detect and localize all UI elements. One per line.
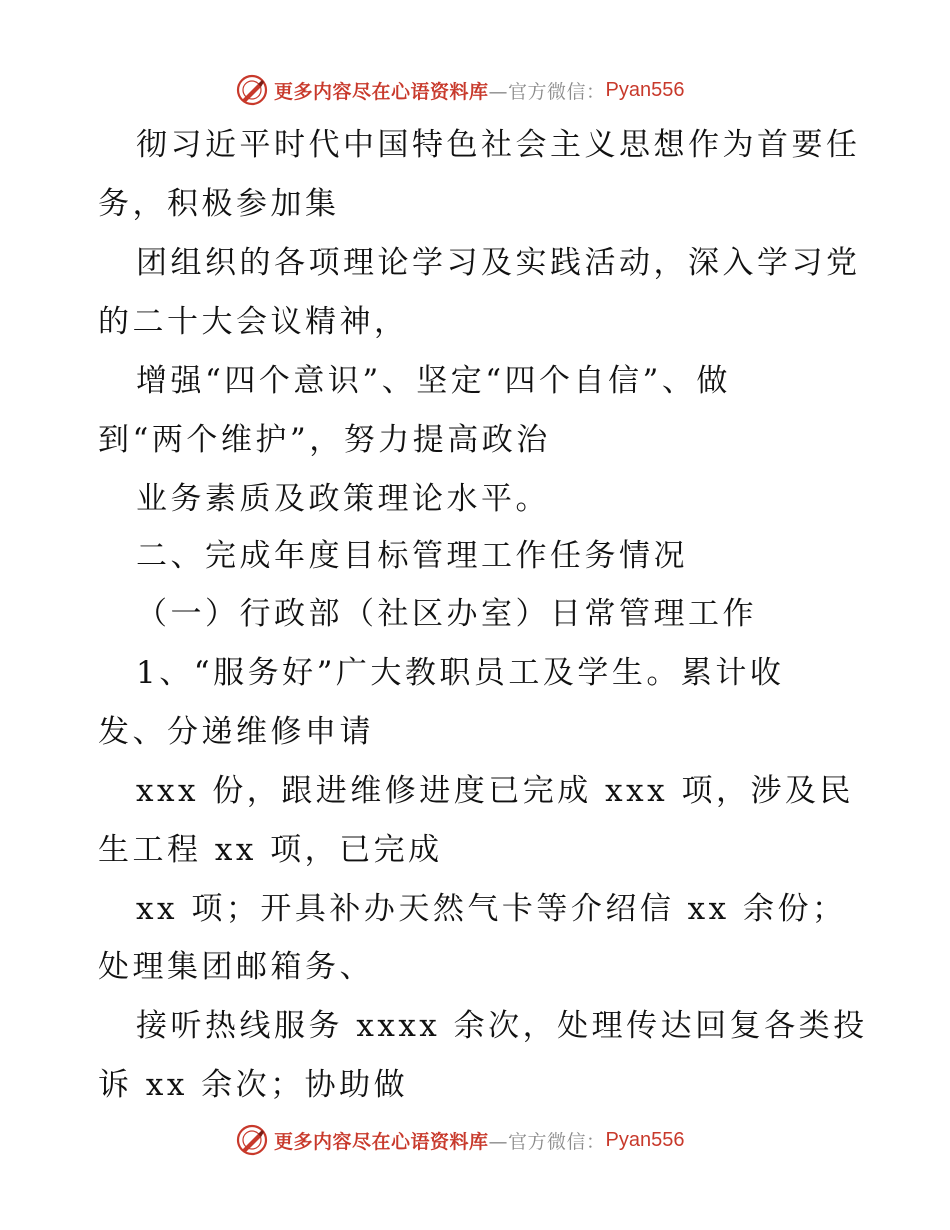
body-line: 到“两个维护”，努力提高政治 <box>98 422 551 458</box>
pen-logo-icon <box>236 1124 268 1156</box>
watermark-site-name: 更多内容尽在心语资料库 <box>274 1130 489 1153</box>
body-line: 处理集团邮箱务、 <box>98 949 374 985</box>
watermark-wechat-id: Pyan556 <box>605 1128 685 1151</box>
header-watermark-banner <box>236 73 685 107</box>
watermark-wechat-label: —官方微信： <box>488 80 606 103</box>
body-line: 诉 xx 余次；协助做 <box>98 1067 409 1103</box>
body-line: xxx 份，跟进维修进度已完成 xxx 项，涉及民 <box>136 773 854 809</box>
watermark-wechat-id: Pyan556 <box>605 78 685 101</box>
body-line: 团组织的各项理论学习及实践活动，深入学习党 <box>136 245 861 281</box>
body-line: 接听热线服务 xxxx 余次，处理传达回复各类投 <box>136 1008 868 1044</box>
body-line: 发、分递维修申请 <box>98 714 374 750</box>
body-line: 务，积极参加集 <box>98 186 340 222</box>
pen-logo-icon <box>236 74 268 106</box>
watermark-wechat-label: —官方微信： <box>488 1130 606 1153</box>
body-line: 1、“服务好”广大教职员工及学生。累计收 <box>136 655 785 691</box>
body-line: 增强“四个意识”、坚定“四个自信”、做 <box>136 363 731 399</box>
subsection-heading: （一）行政部（社区办室）日常管理工作 <box>136 596 757 632</box>
body-line: 彻习近平时代中国特色社会主义思想作为首要任 <box>136 127 861 163</box>
section-heading: 二、完成年度目标管理工作任务情况 <box>136 538 688 574</box>
body-line: xx 项；开具补办天然气卡等介绍信 xx 余份； <box>136 891 847 927</box>
footer-watermark-banner <box>236 1123 685 1157</box>
body-line: 业务素质及政策理论水平。 <box>136 481 550 517</box>
body-line: 生工程 xx 项，已完成 <box>98 832 443 868</box>
watermark-site-name: 更多内容尽在心语资料库 <box>274 80 489 103</box>
body-line: 的二十大会议精神， <box>98 304 409 340</box>
